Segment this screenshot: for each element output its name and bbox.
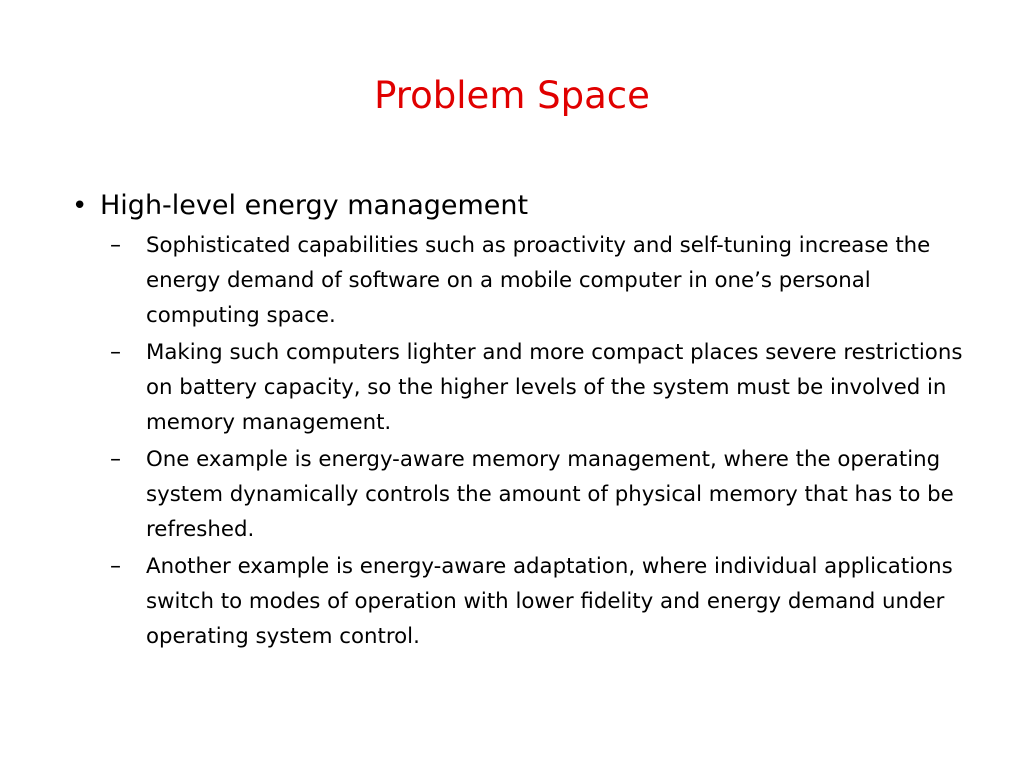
dash-icon: – bbox=[110, 554, 121, 579]
sub-bullet-text: Making such computers lighter and more compact places severe restrictions on battery capacity, so the higher levels of the system must be involved in memory management. bbox=[146, 340, 963, 435]
sub-bullet-text: Sophisticated capabilities such as proactivity and self-tuning increase the energy demand of software on a mobile computer in one’s personal computing space. bbox=[146, 233, 931, 328]
sub-bullet-item bbox=[110, 442, 1002, 547]
dash-icon: – bbox=[110, 340, 121, 365]
sub-bullet-list bbox=[72, 228, 1002, 654]
bullet-icon: • bbox=[72, 191, 88, 221]
sub-bullet-item bbox=[110, 228, 1002, 333]
sub-bullet-item bbox=[110, 335, 1002, 440]
bullet-item bbox=[72, 186, 1002, 226]
dash-icon: – bbox=[110, 233, 121, 258]
bullet-text: High-level energy management bbox=[100, 190, 529, 221]
dash-icon: – bbox=[110, 447, 121, 472]
slide-content bbox=[72, 186, 1002, 656]
sub-bullet-text: One example is energy-aware memory management, where the operating system dynamically controls the amount of physical memory that has to be refreshed. bbox=[146, 447, 954, 542]
sub-bullet-text: Another example is energy-aware adaptation, where individual applications switch to modes of operation with lower fidelity and energy demand under operating system control. bbox=[146, 554, 953, 649]
sub-bullet-item bbox=[110, 549, 1002, 654]
slide-title: Problem Space bbox=[374, 74, 650, 117]
